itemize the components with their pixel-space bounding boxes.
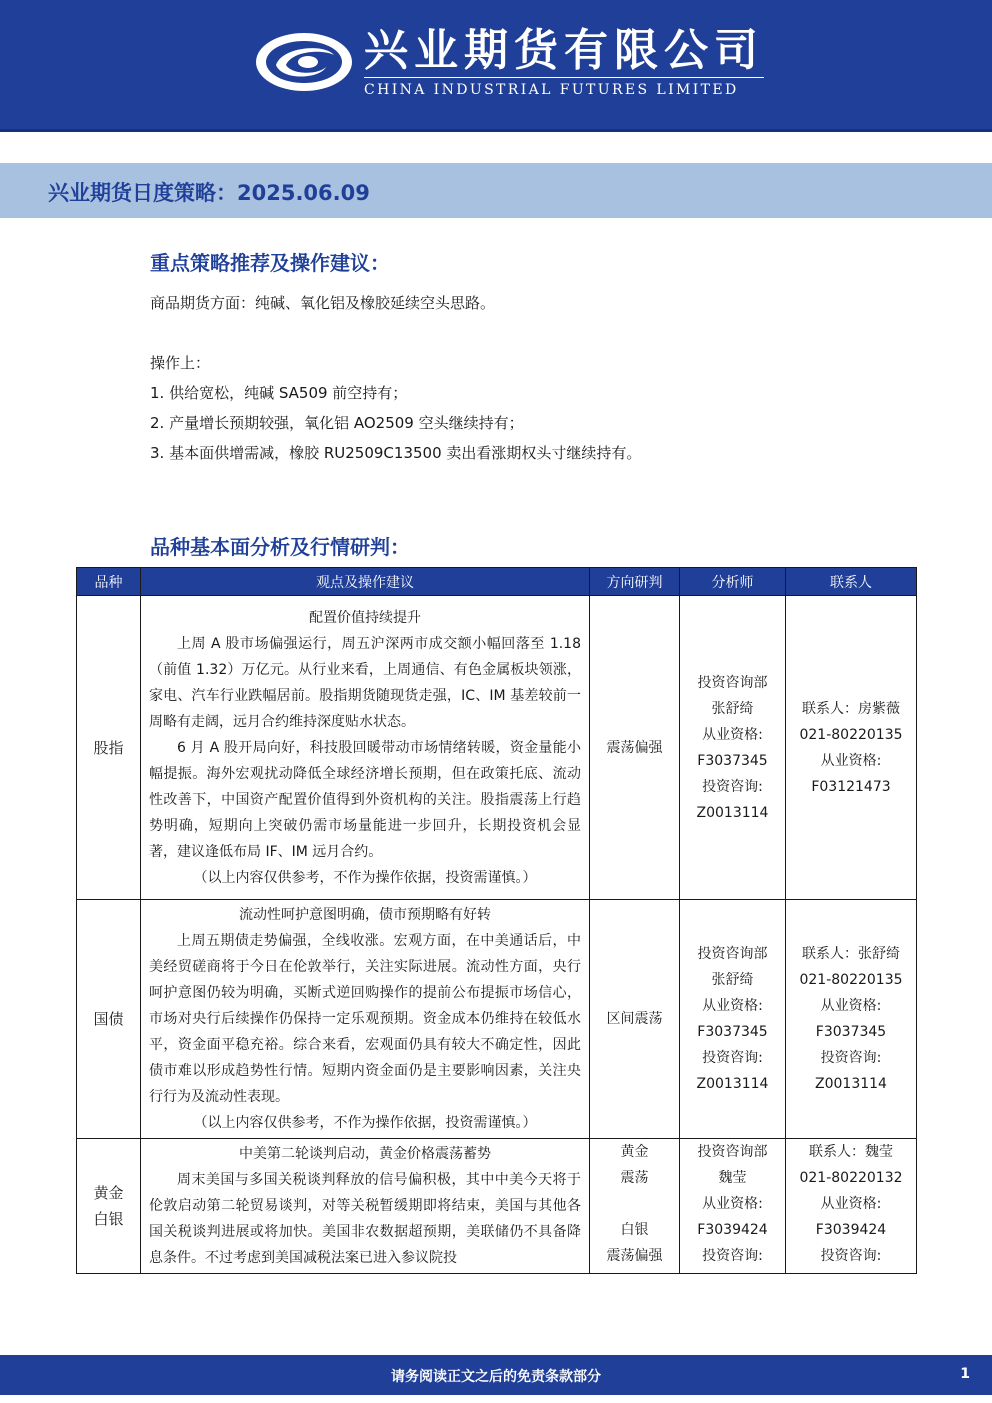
category-line: 黄金 (93, 1184, 124, 1202)
view-title: 配置价值持续提升 (309, 609, 421, 626)
view-paragraph: 上周 A 股市场偏强运行，周五沪深两市成交额小幅回落至 1.18（前值 1.32）万亿元。从行业来看，上周通信、有色金属板块领涨，家电、汽车行业跌幅居前。股指期货随现货走强，IC、IM 基差较前一周略有走阔，远月合约维持深度贴水状态。 (149, 635, 581, 730)
analyst-line: Z0013114 (696, 1076, 769, 1092)
ops-label: 操作上： (150, 354, 211, 372)
direction-text: 白银 (620, 1222, 649, 1238)
column-header: 观点及操作建议 (141, 568, 590, 596)
direction-text: 黄金 (620, 1144, 649, 1160)
view-title: 中美第二轮谈判启动，黄金价格震荡蓄势 (239, 1146, 491, 1162)
analyst-line: 投资咨询部 (697, 1144, 768, 1160)
contact-cell (786, 900, 917, 1139)
strategy-heading: 重点策略推荐及操作建议： (150, 251, 390, 275)
view-cell (141, 1139, 590, 1274)
analyst-cell (680, 596, 786, 900)
swirl-logo-icon (252, 29, 356, 95)
contact-line: 021-80220135 (799, 726, 903, 743)
ops-item: 3. 基本面供增需减，橡胶 RU2509C13500 卖出看涨期权头寸继续持有。 (150, 444, 642, 462)
direction-cell (590, 1139, 680, 1274)
contact-line: 从业资格: (820, 998, 882, 1014)
contact-line: F3039424 (815, 1222, 887, 1238)
direction-text: 震荡偏强 (606, 739, 663, 756)
contact-line: 联系人：房紫薇 (802, 700, 900, 717)
contact-line: 021-80220135 (799, 972, 903, 988)
analyst-line: 投资咨询: (702, 1248, 763, 1264)
contact-line: 联系人：张舒绮 (802, 946, 900, 962)
footer-disclaimer: 请务阅读正文之后的免责条款部分 (391, 1369, 601, 1385)
analyst-cell (680, 900, 786, 1139)
company-name-en: CHINA INDUSTRIAL FUTURES LIMITED (364, 77, 764, 100)
direction-text: 区间震荡 (606, 1011, 663, 1027)
direction-cell (590, 900, 680, 1139)
analyst-line: 投资咨询: (702, 778, 763, 795)
contact-line: 投资咨询: (820, 1248, 882, 1264)
column-header: 联系人 (786, 568, 917, 596)
page-number: 1 (960, 1366, 970, 1382)
contact-line: F03121473 (811, 778, 891, 795)
analyst-line: 从业资格: (702, 1196, 763, 1212)
header-banner (0, 0, 992, 132)
footer-banner (0, 1355, 992, 1395)
category-cell: 股指 (77, 596, 141, 900)
direction-cell (590, 596, 680, 900)
analyst-line: F3037345 (697, 752, 768, 769)
table-row (77, 900, 917, 1139)
view-cell (141, 596, 590, 900)
contact-line: 021-80220132 (799, 1170, 903, 1186)
disclaimer-note: （以上内容仅供参考，不作为操作依据，投资需谨慎。） (193, 869, 537, 886)
contact-line: Z0013114 (815, 1076, 887, 1092)
report-title: 兴业期货日度策略：2025.06.09 (48, 181, 370, 205)
column-header: 方向研判 (590, 568, 680, 596)
analyst-line: 张舒绮 (711, 700, 754, 717)
category-line: 白银 (93, 1210, 124, 1228)
direction-text: 震荡偏强 (606, 1248, 663, 1264)
ops-item: 1. 供给宽松，纯碱 SA509 前空持有； (150, 384, 408, 402)
contact-line: F3037345 (815, 1024, 887, 1040)
disclaimer-note: （以上内容仅供参考，不作为操作依据，投资需谨慎。） (193, 1115, 537, 1131)
view-paragraph: 上周五期债走势偏强，全线收涨。宏观方面，在中美通话后，中美经贸磋商将于今日在伦敦举行，关注实际进展。流动性方面，央行呵护意图仍较为明确，买断式逆回购操作的提前公布提振市场信心，市场对央行后续操作仍保持一定乐观预期。资金成本仍维持在较低水平，资金面平稳充裕。综合来看，宏观面仍具有较大不确定性，因此债市难以形成趋势性行情。短期内资金面仍是主要影响因素，关注央行行为及流动性表现。 (149, 933, 581, 1105)
company-name-cn: 兴业期货有限公司 (364, 24, 764, 76)
contact-cell (786, 596, 917, 900)
direction-text: 震荡 (620, 1170, 649, 1186)
view-paragraph: 周末美国与多国关税谈判释放的信号偏积极，其中中美今天将于伦敦启动第二轮贸易谈判，对等关税暂缓期即将结束，美国与其他各国关税谈判进展或将加快。美国非农数据超预期，美联储仍不具备降息条件。不过考虑到美国减税法案已进入参议院投 (149, 1172, 581, 1266)
analyst-cell (680, 1139, 786, 1274)
analyst-line: 投资咨询: (702, 1050, 763, 1066)
table-row (77, 1139, 917, 1274)
table-header-row (77, 568, 917, 596)
report-title-band (0, 163, 992, 218)
table-row (77, 596, 917, 900)
contact-line: 联系人：魏莹 (809, 1144, 893, 1160)
category-cell: 国债 (77, 900, 141, 1139)
contact-line: 从业资格: (820, 752, 882, 769)
analysis-table (76, 567, 917, 1274)
company-logo (252, 22, 764, 102)
analyst-line: 投资咨询部 (697, 946, 768, 962)
contact-line: 从业资格: (820, 1196, 882, 1212)
analyst-line: F3037345 (697, 1024, 768, 1040)
view-cell (141, 900, 590, 1139)
strategy-summary: 商品期货方面：纯碱、氧化铝及橡胶延续空头思路。 (150, 294, 496, 312)
contact-line: 投资咨询: (820, 1050, 882, 1066)
category-cell (77, 1139, 141, 1274)
ops-item: 2. 产量增长预期较强，氧化铝 AO2509 空头继续持有； (150, 414, 524, 432)
contact-cell (786, 1139, 917, 1274)
analyst-line: 魏莹 (718, 1170, 747, 1186)
analysis-heading: 品种基本面分析及行情研判： (150, 535, 410, 559)
direction-spacer (590, 1191, 679, 1217)
analyst-line: 从业资格: (702, 998, 763, 1014)
analyst-line: F3039424 (697, 1222, 768, 1238)
analyst-line: 张舒绮 (711, 972, 754, 988)
analyst-line: 从业资格: (702, 726, 763, 743)
analyst-line: Z0013114 (696, 804, 769, 821)
view-title: 流动性呵护意图明确，债市预期略有好转 (239, 907, 491, 923)
view-paragraph: 6 月 A 股开局向好，科技股回暖带动市场情绪转暖，资金量能小幅提振。海外宏观扰动降低全球经济增长预期，但在政策托底、流动性改善下，中国资产配置价值得到外资机构的关注。股指震荡上行趋势明确，短期向上突破仍需市场量能进一步回升，长期投资机会显著，建议逢低布局 IF、IM 远月合约。 (149, 739, 581, 860)
column-header: 分析师 (680, 568, 786, 596)
column-header: 品种 (77, 568, 141, 596)
analyst-line: 投资咨询部 (697, 674, 768, 691)
